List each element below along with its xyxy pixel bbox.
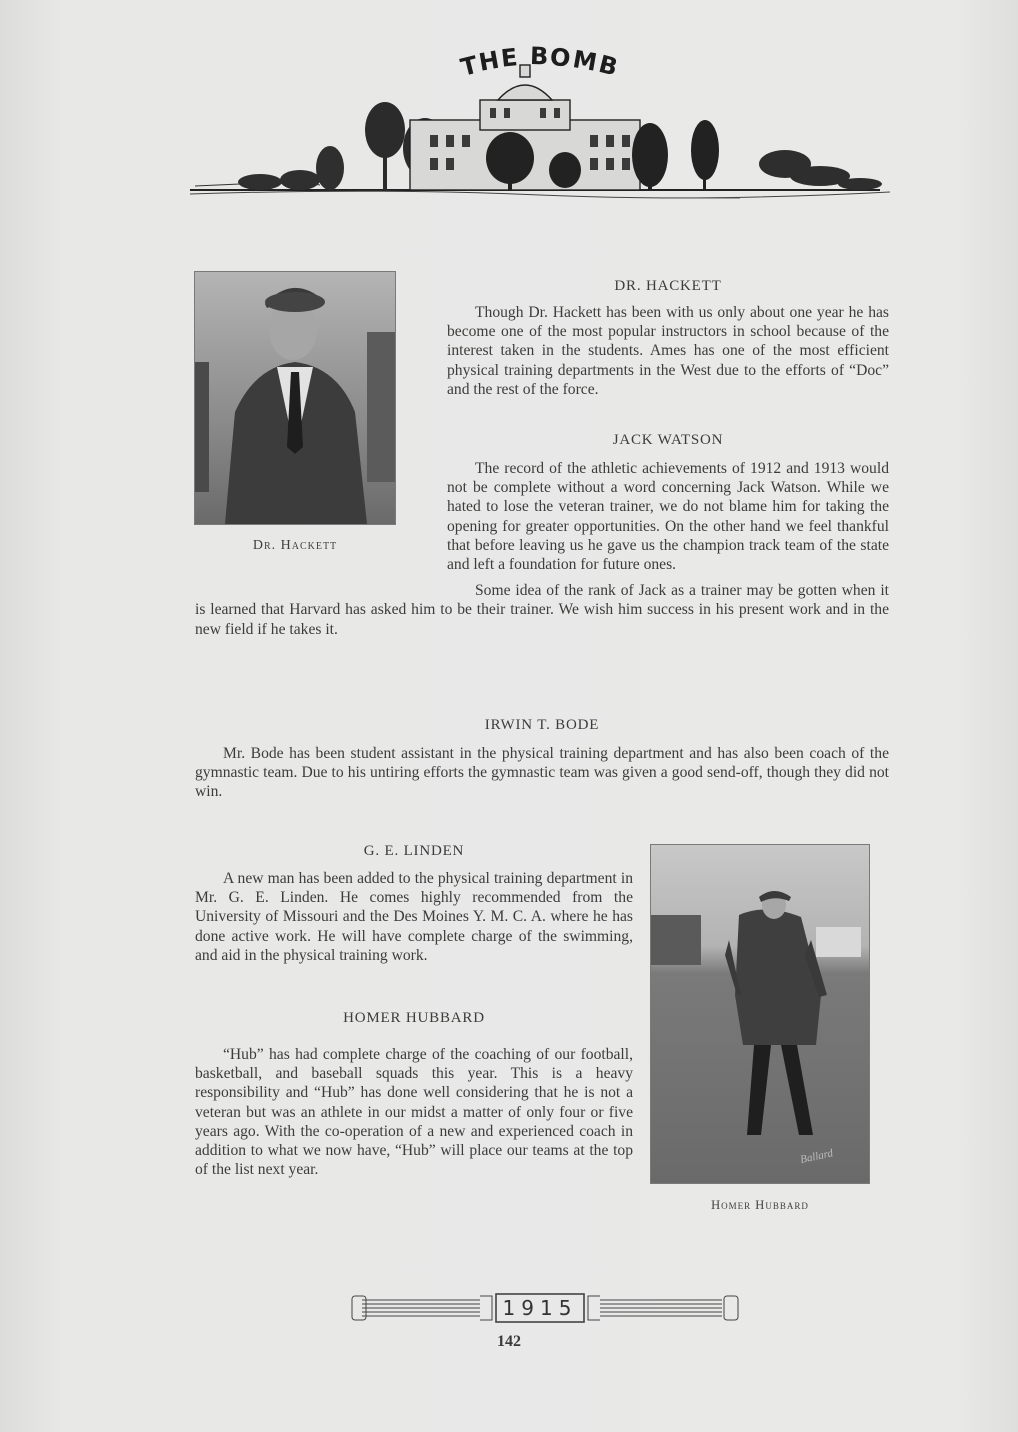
heading-irwin-bode: IRWIN T. BODE: [484, 717, 600, 733]
para-jack-watson-1: The record of the athletic achievements of 1912 and 1913 would not be complete without a word concerning Jack Watson. While we hated to lose the veteran trainer, we do not blame him for taking the opening for greater opportunities. On the other hand we feel thankful that before leaving us he gave us the champion track team of the state and left a foundation for future ones.: [447, 460, 889, 574]
heading-dr-hackett: DR. HACKETT: [614, 278, 722, 294]
heading-homer-hubbard: HOMER HUBBARD: [343, 1010, 485, 1026]
para-ge-linden: A new man has been added to the physical training department in Mr. G. E. Linden. He comes highly recommended from the University of Missouri and the Des Moines Y. M. C. A. where he has done active work. He will have complete charge of the swimming, and aid in the physical training work.: [195, 870, 633, 964]
heading-jack-watson: JACK WATSON: [612, 432, 724, 449]
page-number: 142: [497, 1333, 521, 1350]
para-jack-watson-2: Some idea of the rank of Jack as a trainer may be gotten when it is learned that Harvard has asked him to be their trainer. We wish him success in his present work and in the new field if he takes it.: [195, 582, 889, 638]
section-hackett-watson: [195, 278, 889, 639]
para-homer-hubbard: “Hub” has had complete charge of the coaching of our football, basketball, and baseball squads this year. This is a heavy responsibility and “Hub” has done well considering that he is not a veteran but was an athlete in our midst a matter of only four or five years ago. With the co-operation of a new and experienced coach in addition to what we now have, “Hub” will place our teams at the top of the list next year.: [195, 1046, 633, 1179]
footer-ornament: [350, 1290, 740, 1326]
masthead-title: THE BOMB: [457, 41, 623, 83]
svg-text:Ballard: Ballard: [799, 1147, 835, 1166]
photo-float-spacer: [195, 278, 447, 582]
para-dr-hackett: Though Dr. Hackett has been with us only about one year he has become one of the most popular instructors in school because of the interest taken in the students. Ames has one of the most efficient physical training departments in the West due to the efforts of “Doc” and the rest of the force.: [447, 304, 889, 398]
photo-homer-hubbard: [651, 845, 869, 1183]
heading-ge-linden: G. E. LINDEN: [363, 843, 465, 859]
footer-year: 1915: [502, 1296, 578, 1320]
caption-dr-hackett: Dr. Hackett: [252, 538, 338, 553]
para-irwin-bode: Mr. Bode has been student assistant in the physical training department and has also been coach of the gymnastic team. Due to his untiring efforts the gymnastic team was given a good send-off, though they did not win.: [195, 745, 889, 801]
caption-homer-hubbard: Homer Hubbard: [711, 1198, 809, 1212]
masthead: [180, 40, 900, 210]
